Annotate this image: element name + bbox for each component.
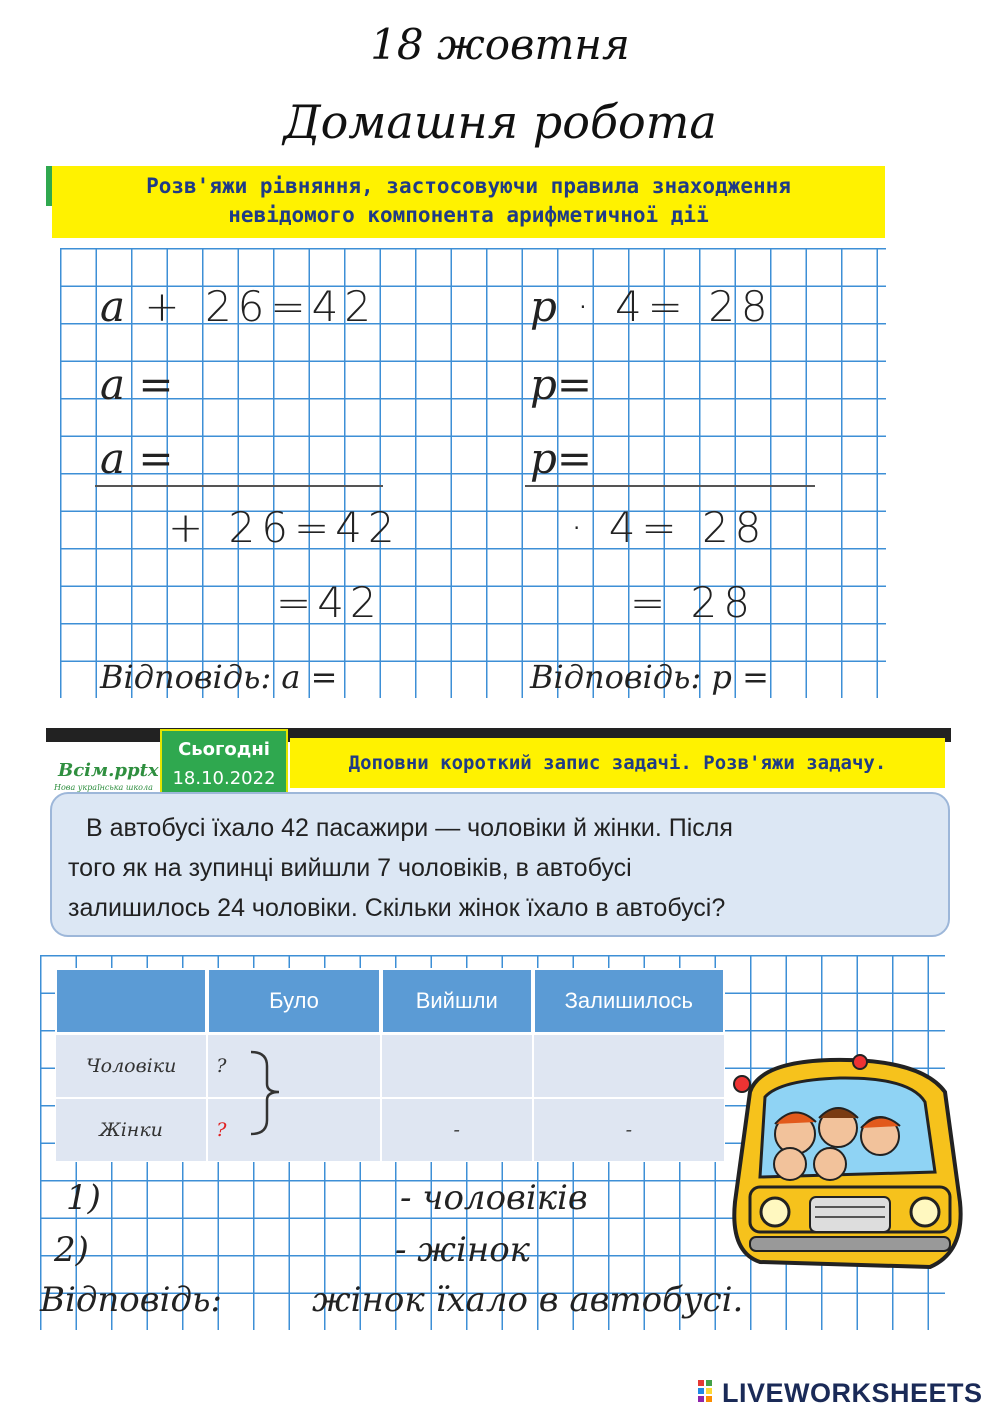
curly-brace-icon bbox=[245, 1048, 295, 1138]
problem-text-box bbox=[50, 792, 950, 937]
step2-right: p= bbox=[530, 434, 593, 483]
equation-left-var: a bbox=[100, 282, 126, 331]
solution-2-text: - жінок bbox=[395, 1230, 530, 1270]
solution-2-number: 2) bbox=[54, 1230, 89, 1270]
answer-left: Відповідь: a = bbox=[100, 658, 338, 696]
task1-instruction-line2: невідомого компонента арифметичної дії bbox=[228, 203, 709, 227]
check1-right: · 4= 28 bbox=[570, 503, 768, 552]
liveworksheets-brand[interactable]: LIVEWORKSHEETS bbox=[722, 1378, 983, 1408]
equation-left-rest: + 26=42 bbox=[144, 282, 378, 331]
task1-instruction-line1: Розв'яжи рівняння, застосовуючи правила знаходження bbox=[146, 174, 791, 198]
equation-right-rest: · 4= 28 bbox=[576, 282, 774, 331]
divider-right bbox=[525, 485, 815, 487]
school-bus-icon bbox=[720, 1052, 980, 1292]
homework-title: Домашня робота bbox=[283, 95, 717, 149]
cell-men-left[interactable] bbox=[381, 1034, 533, 1098]
step2-left: a = bbox=[100, 434, 174, 483]
answer-text: жінок їхало в автобусі. bbox=[312, 1280, 744, 1320]
cell-women-was[interactable]: ? bbox=[207, 1098, 380, 1162]
row-label-men: Чоловіки bbox=[55, 1034, 207, 1098]
table-header-row bbox=[55, 968, 725, 1034]
table-row bbox=[55, 1098, 725, 1162]
logo-subtitle: Нова українська школа bbox=[54, 783, 153, 792]
check1-left: + 26=42 bbox=[168, 503, 401, 552]
cell-women-remained[interactable]: - bbox=[533, 1098, 725, 1162]
task1-instruction bbox=[52, 166, 885, 238]
equation-left bbox=[100, 282, 377, 331]
row-label-women: Жінки bbox=[55, 1098, 207, 1162]
table-row bbox=[55, 1034, 725, 1098]
check2-left: =42 bbox=[276, 578, 383, 627]
today-label: Сьогодні bbox=[178, 739, 270, 760]
table-header-left: Вийшли bbox=[381, 968, 533, 1034]
table-header-empty bbox=[55, 968, 207, 1034]
liveworksheets-logo-icon bbox=[698, 1380, 720, 1404]
logo: Всім.pptx bbox=[58, 760, 159, 781]
problem-line2: того як на зупинці вийшли 7 чоловіків, в автобусі bbox=[68, 854, 632, 882]
short-record-table bbox=[55, 968, 725, 1162]
table-header-remained: Залишилось bbox=[533, 968, 725, 1034]
solution-1-number: 1) bbox=[66, 1178, 101, 1218]
table-header-was: Було bbox=[207, 968, 380, 1034]
cell-men-was[interactable]: ? bbox=[207, 1034, 380, 1098]
cell-men-remained[interactable] bbox=[533, 1034, 725, 1098]
step1-right: p= bbox=[530, 360, 593, 409]
problem-line3: залишилось 24 чоловіки. Скільки жінок їхало в автобусі? bbox=[68, 894, 726, 922]
divider-left bbox=[95, 485, 383, 487]
today-date: 18.10.2022 bbox=[172, 768, 276, 789]
task2-instruction: Доповни короткий запис задачі. Розв'яжи задачу. bbox=[290, 738, 945, 788]
solution-1-text: - чоловіків bbox=[400, 1178, 588, 1218]
answer-label: Відповідь: bbox=[40, 1280, 222, 1320]
step1-left: a = bbox=[100, 360, 174, 409]
check2-right: = 28 bbox=[630, 578, 756, 627]
answer-right: Відповідь: p = bbox=[530, 658, 769, 696]
problem-line1: В автобусі їхало 42 пасажири — чоловіки й жінки. Після bbox=[86, 814, 733, 842]
equation-right bbox=[530, 282, 774, 331]
date-heading: 18 жовтня bbox=[370, 20, 630, 69]
cell-women-left[interactable]: - bbox=[381, 1098, 533, 1162]
equation-right-var: p bbox=[530, 282, 557, 331]
